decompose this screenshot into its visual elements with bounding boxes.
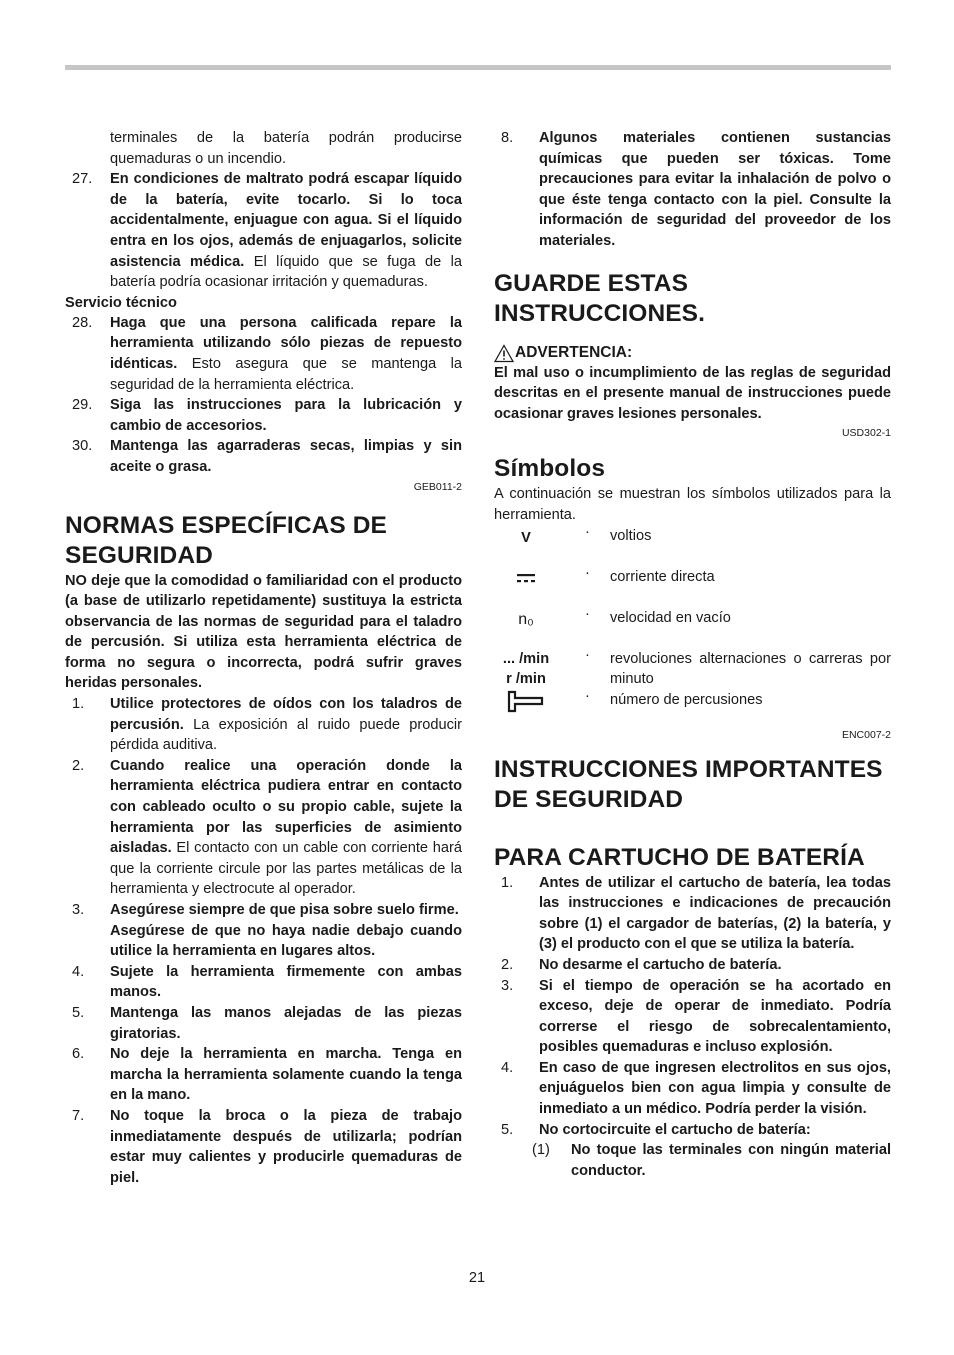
item-29 — [65, 395, 462, 436]
normas-item-3 — [65, 900, 462, 962]
heading-normas: NORMAS ESPECÍFICAS DE SEGURIDAD — [65, 511, 387, 569]
battery-item-3 — [494, 976, 891, 1058]
right-column — [494, 128, 891, 1181]
service-heading: Servicio técnico — [65, 294, 177, 311]
battery-item-4 — [494, 1058, 891, 1120]
item-number: 5. — [72, 1004, 85, 1021]
item-bold-text: Siga las instrucciones para la lubricación y cambio de accesorios. — [110, 397, 462, 434]
item-number: 28. — [72, 314, 93, 331]
symbol-row-volts — [494, 523, 891, 567]
normas-item-6 — [65, 1044, 462, 1106]
heading-instrucciones: INSTRUCCIONES IMPORTANTES DE SEGURIDAD — [494, 755, 883, 813]
item-number: 4. — [501, 1059, 514, 1076]
item-bold-text: No toque las terminales con ningún material conductor. — [571, 1142, 891, 1179]
symbol-desc: voltios — [610, 527, 652, 544]
item-number: 8. — [501, 130, 514, 146]
symbol-desc: corriente directa — [610, 568, 715, 585]
page-number: 21 — [468, 1270, 486, 1286]
item-text: El líquido que se fuga de la batería podría ocasionar irritación y quemaduras. — [110, 253, 462, 291]
item-number: 3. — [501, 977, 514, 994]
left-column — [65, 128, 462, 1188]
impact-hammer-icon — [494, 690, 558, 721]
item-number: (1) — [532, 1142, 550, 1159]
symbol-row-noload — [494, 605, 891, 649]
heading-cartucho: PARA CARTUCHO DE BATERÍA — [494, 843, 865, 871]
item-bold-text-2: Asegúrese de que no haya nadie debajo cuando utilice la herramienta en lugares altos. — [110, 922, 462, 960]
item-number: 29. — [72, 397, 93, 414]
item-bold-text: Utilice protectores de oídos con los taladros de percusión. — [110, 696, 462, 733]
battery-item-1 — [494, 873, 891, 955]
doc-code: GEB011-2 — [413, 480, 462, 493]
item-text: El contacto con un cable con corriente hará que la corriente circule por las partes metálicas de la herramienta y electrocute al operador. — [110, 840, 462, 898]
symbol-row-permin — [494, 646, 891, 690]
normas-item-7 — [65, 1106, 462, 1188]
symbol-dot: · — [585, 646, 590, 663]
normas-item-5 — [65, 1003, 462, 1044]
item-bold-text: Sujete la herramienta firmemente con ambas manos. — [110, 963, 462, 1001]
item-bold-text: No cortocircuite el cartucho de batería: — [539, 1121, 811, 1138]
symbol-dot: · — [585, 523, 590, 540]
heading-guarde: GUARDE ESTAS INSTRUCCIONES. — [494, 269, 706, 327]
normas-item-1 — [65, 694, 462, 756]
symbol-per-min — [494, 649, 558, 689]
symbol-desc: velocidad en vacío — [610, 609, 731, 626]
battery-subitem-5-1 — [494, 1140, 891, 1181]
symbol-dot: · — [585, 687, 590, 704]
symbols-list — [494, 523, 891, 728]
normas-intro-text: NO deje que la comodidad o familiaridad con el producto (a base de utilizarlo repetidamente) sustituya la estricta observancia de las normas de seguridad para el taladro de percusión. Si utiliza esta herramienta eléctrica de forma no segura o incorrecta, podrá sufrir graves heridas personales. — [65, 572, 462, 692]
item-number: 3. — [72, 902, 85, 918]
direct-current-icon — [494, 567, 558, 592]
symbol-per-min-2: r /min — [506, 670, 546, 687]
item-bold-text: Asegúrese siempre de que pisa sobre suelo firme. — [110, 902, 459, 918]
warning-triangle-icon — [494, 344, 514, 363]
symbol-dot: · — [585, 564, 590, 581]
item-number: 1. — [72, 696, 85, 713]
warning-text: El mal uso o incumplimiento de las reglas de seguridad descritas en el presente manual de instrucciones puede ocasionar graves lesiones personales. — [494, 364, 891, 422]
item-number: 4. — [72, 963, 85, 980]
item-bold-text: Mantenga las manos alejadas de las piezas giratorias. — [110, 1004, 462, 1042]
item-number: 5. — [501, 1121, 514, 1138]
item-bold-text: No toque la broca o la pieza de trabajo inmediatamente después de utilizarla; podrían estar muy calientes y producirle quemaduras de piel. — [110, 1107, 462, 1186]
item-text: La exposición al ruido puede producir pérdida auditiva. — [110, 716, 462, 754]
item-bold-text: No desarme el cartucho de batería. — [539, 956, 782, 973]
item-bold-text: En condiciones de maltrato podrá escapar líquido de la batería, evite tocarlo. Si lo toca accidentalmente, enjuague con agua. Si el líquido entra en los ojos, además de enjuagarlos, solicite asistencia médica. — [110, 171, 462, 270]
item-bold-text: Antes de utilizar el cartucho de batería, lea todas las instrucciones e indicaciones de precaución sobre (1) el cargador de baterías, (2) la batería, y (3) el producto con el que se utiliza la batería. — [539, 874, 891, 953]
item-number: 30. — [72, 438, 93, 455]
heading-simbolos: Símbolos — [494, 455, 606, 483]
item-bold-text: En caso de que ingresen electrolitos en sus ojos, enjuáguelos bien con agua limpia y consulte de inmediato a un médico. Podría perder la visión. — [539, 1059, 891, 1118]
item-30 — [65, 436, 462, 477]
item-number: 27. — [72, 171, 93, 188]
symbol-desc: revoluciones alternaciones o carreras por minuto — [610, 650, 891, 688]
warning-heading — [494, 343, 891, 363]
battery-item-2 — [494, 955, 891, 976]
item-28 — [65, 313, 462, 395]
normas-intro — [65, 571, 462, 695]
simbolos-intro: A continuación se muestran los símbolos utilizados para la herramienta. — [494, 486, 891, 523]
symbol-row-impacts — [494, 687, 891, 728]
symbol-v: V — [521, 529, 531, 546]
warning-text-block — [494, 363, 891, 425]
warning-label: ADVERTENCIA: — [515, 343, 633, 361]
top-rule — [65, 65, 891, 70]
item-number: 7. — [72, 1107, 85, 1124]
battery-item-5 — [494, 1120, 891, 1141]
item-number: 2. — [501, 956, 514, 973]
symbol-per-min-1: ... /min — [502, 650, 550, 667]
doc-code: USD302-1 — [841, 427, 891, 440]
battery-warning-continuation: terminales de la batería podrán producirse quemaduras o un incendio. — [110, 130, 462, 167]
item-bold-text: No deje la herramienta en marcha. Tenga en marcha la herramienta solamente cuando la tenga en la mano. — [110, 1046, 462, 1104]
symbol-desc: número de percusiones — [610, 691, 763, 708]
item-bold-text: Cuando realice una operación donde la herramienta eléctrica pudiera entrar en contacto con cableado oculto o su propio cable, sujete la herramienta por las superficies de asimiento aisladas. — [110, 757, 462, 857]
symbol-row-dc — [494, 564, 891, 608]
normas-item-8 — [494, 128, 891, 252]
symbol-dot: · — [585, 605, 590, 622]
doc-code: ENC007-2 — [841, 728, 891, 741]
item-number: 1. — [501, 874, 514, 891]
normas-item-2 — [65, 756, 462, 900]
item-bold-text: Algunos materiales contienen sustancias químicas que pueden ser tóxicas. Tome precauciones para evitar la inhalación de polvo o que éste tenga contacto con la piel. Consulte la información de seguridad del proveedor de los materiales. — [539, 130, 891, 249]
item-number: 6. — [72, 1046, 85, 1063]
item-27 — [65, 169, 462, 293]
item-bold-text: Haga que una persona calificada repare la herramienta utilizando sólo piezas de repuesto idénticas. — [110, 314, 462, 372]
item-text: Esto asegura que se mantenga la seguridad de la herramienta eléctrica. — [110, 355, 462, 393]
symbol-n0: n₀ — [518, 610, 534, 628]
normas-item-4 — [65, 962, 462, 1003]
item-bold-text: Si el tiempo de operación se ha acortado en exceso, deje de operar de inmediato. Podría correrse el riesgo de sobrecalentamiento, posibles quemaduras e incluso explosión. — [539, 977, 891, 1056]
item-bold-text: Mantenga las agarraderas secas, limpias y sin aceite o grasa. — [110, 438, 462, 475]
item-number: 2. — [72, 757, 85, 774]
